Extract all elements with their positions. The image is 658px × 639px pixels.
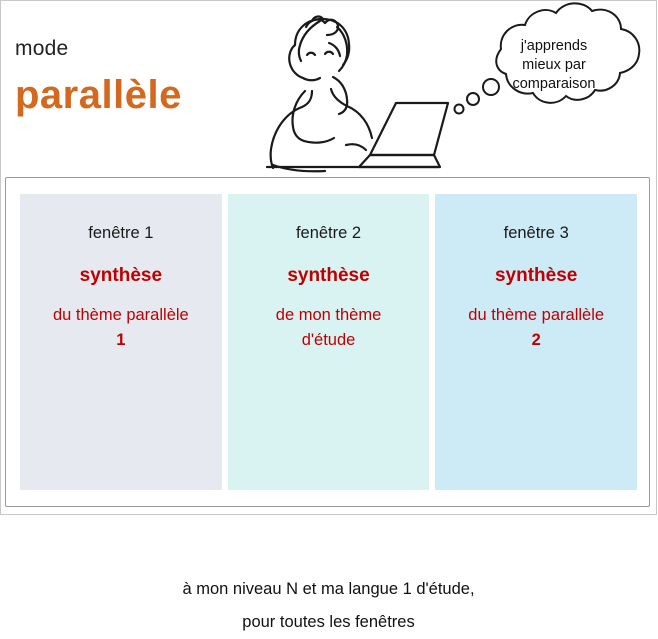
theme-description-3	[435, 303, 637, 353]
window-label-1: fenêtre 1	[88, 224, 154, 242]
window-label-2: fenêtre 2	[295, 224, 362, 242]
theme-emphasis-2: d'étude	[301, 331, 356, 349]
thought-bubble-text	[479, 37, 629, 94]
footer-line-1: à mon niveau N et ma langue 1 d'étude,	[182, 580, 475, 598]
theme-emphasis-3: 2	[531, 331, 541, 349]
theme-emphasis-1: 1	[116, 331, 126, 349]
synthesis-label-2: synthèse	[287, 265, 370, 286]
synthesis-label-1: synthèse	[79, 265, 163, 286]
window-column-3	[435, 194, 637, 490]
windows-panel	[5, 177, 650, 631]
footer-line-2: pour toutes les fenêtres	[242, 613, 415, 631]
theme-line-1: du thème parallèle	[52, 306, 189, 324]
bubble-line-3: comparaison	[512, 76, 596, 92]
person-thinking-icon	[209, 5, 459, 177]
synthesis-label-3: synthèse	[494, 265, 578, 286]
theme-description-2	[228, 303, 430, 353]
theme-line-2: de mon thème	[275, 306, 382, 324]
window-label-3: fenêtre 3	[503, 224, 569, 242]
window-column-2	[228, 194, 430, 490]
theme-line-3: du thème parallèle	[468, 306, 605, 324]
bubble-line-2: mieux par	[522, 57, 586, 73]
mode-title: parallèle	[15, 73, 182, 117]
bubble-line-1: j'apprends	[520, 38, 588, 54]
columns-container	[20, 194, 637, 490]
window-column-1	[20, 194, 222, 490]
mode-label: mode	[15, 37, 69, 60]
theme-description-1	[20, 303, 222, 353]
